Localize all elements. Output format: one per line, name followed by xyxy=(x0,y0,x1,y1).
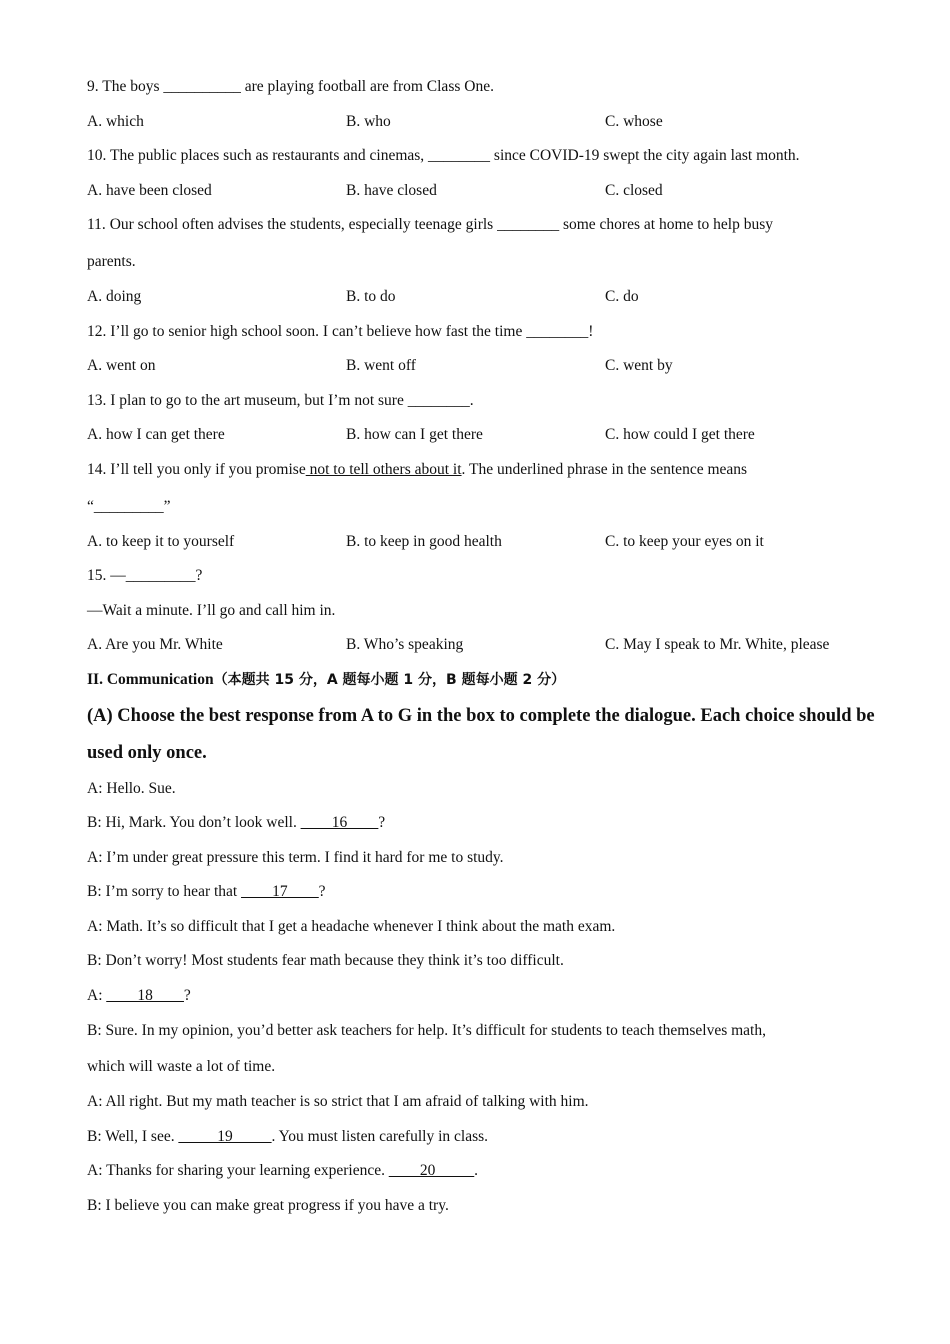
question-number: 11. xyxy=(87,216,106,234)
section-points: （本题共 15 分，A 题每小题 1 分，B 题每小题 2 分） xyxy=(213,671,566,688)
question-text: The boys __________ are playing football are from Class One. xyxy=(102,78,494,95)
options-9 xyxy=(87,105,877,140)
option-b: B. to keep in good health xyxy=(346,532,502,550)
question-text: I’ll tell you only if you promise xyxy=(110,460,306,478)
dialogue-text: A: Thanks for sharing your learning experience. xyxy=(87,1162,389,1180)
dialogue-line-6: B: Don’t worry! Most students fear math because they think it’s too difficult. xyxy=(87,952,564,970)
dialogue-line-2 xyxy=(87,806,877,841)
section-title: II. Communication xyxy=(87,670,214,688)
section-heading xyxy=(87,663,877,698)
question-14 xyxy=(87,453,877,488)
option-a: A. have been closed xyxy=(87,181,212,199)
question-12 xyxy=(87,315,877,350)
dialogue-text: B: Well, I see. xyxy=(87,1127,179,1145)
question-10 xyxy=(87,139,877,174)
dialogue-line-4 xyxy=(87,875,877,910)
dialogue-line-9: A: All right. But my math teacher is so strict that I am afraid of talking with him. xyxy=(87,1093,589,1111)
dialogue-text-after: ? xyxy=(183,987,191,1005)
options-14 xyxy=(87,525,877,560)
question-number: 12. xyxy=(87,322,107,340)
question-11-continuation: parents. xyxy=(87,252,136,270)
question-11 xyxy=(87,208,877,243)
dialogue-line-3: A: I’m under great pressure this term. I find it hard for me to study. xyxy=(87,848,504,866)
option-c: C. how could I get there xyxy=(605,426,755,444)
dialogue-line-7 xyxy=(87,979,877,1014)
options-13 xyxy=(87,418,877,453)
option-b: B. to do xyxy=(346,287,396,305)
option-c: C. do xyxy=(605,287,639,305)
option-b: B. who xyxy=(346,112,391,130)
answer-blank-20: ____20_____ xyxy=(388,1162,475,1180)
dialogue-text-after: . You must listen carefully in class. xyxy=(271,1127,489,1145)
question-number: 13. xyxy=(87,391,107,409)
option-a: A. Are you Mr. White xyxy=(87,636,223,654)
option-c: C. closed xyxy=(605,181,663,199)
dialogue-line-8: B: Sure. In my opinion, you’d better ask teachers for help. It’s difficult for students to teach themselves math, xyxy=(87,1021,766,1039)
option-b: B. Who’s speaking xyxy=(346,636,464,654)
question-number: 14. xyxy=(87,460,107,478)
option-b: B. went off xyxy=(346,357,416,375)
question-text: Our school often advises the students, especially teenage girls ________ some chores at home to help busy xyxy=(109,216,774,234)
question-text: —_________? xyxy=(110,567,203,585)
option-a: A. which xyxy=(87,112,144,130)
dialogue-line-5: A: Math. It’s so difficult that I get a headache whenever I think about the math exam. xyxy=(87,917,616,935)
options-12 xyxy=(87,349,877,384)
option-a: A. doing xyxy=(87,287,142,305)
question-number: 10. xyxy=(87,147,107,165)
question-15-continuation: —Wait a minute. I’ll go and call him in. xyxy=(87,601,336,619)
dialogue-text: A: xyxy=(87,987,107,1005)
question-13 xyxy=(87,384,877,419)
option-c: C. went by xyxy=(605,357,673,375)
question-text-after: . The underlined phrase in the sentence means xyxy=(461,460,748,478)
question-text: The public places such as restaurants and cinemas, ________ since COVID-19 swept the city again last month. xyxy=(109,147,800,165)
option-b: B. how can I get there xyxy=(346,426,483,444)
dialogue-text-after: ? xyxy=(378,814,386,832)
question-15 xyxy=(87,559,877,594)
option-a: A. to keep it to yourself xyxy=(87,532,235,550)
dialogue-line-8-continuation: which will waste a lot of time. xyxy=(87,1058,276,1076)
question-text: I’ll go to senior high school soon. I can’t believe how fast the time ________! xyxy=(110,322,594,340)
option-c: C. whose xyxy=(605,112,663,130)
question-number: 9. xyxy=(87,78,99,95)
option-c: C. May I speak to Mr. White, please xyxy=(605,636,830,654)
section-instruction: (A) Choose the best response from A to G in the box to complete the dialogue. Each choice should be used only once. xyxy=(87,705,875,763)
exam-page xyxy=(87,70,877,1224)
dialogue-text: B: Hi, Mark. You don’t look well. xyxy=(87,814,301,832)
answer-blank-17: ____17____ xyxy=(241,883,319,901)
answer-blank-18: ____18____ xyxy=(106,987,184,1005)
answer-blank-19: _____19_____ xyxy=(178,1127,272,1145)
question-text: I plan to go to the art museum, but I’m not sure ________. xyxy=(110,391,474,409)
dialogue-line-10 xyxy=(87,1120,877,1155)
option-a: A. went on xyxy=(87,357,156,375)
option-b: B. have closed xyxy=(346,181,437,199)
answer-blank-16: ____16____ xyxy=(300,814,379,832)
dialogue-line-12: B: I believe you can make great progress if you have a try. xyxy=(87,1197,449,1215)
option-c: C. to keep your eyes on it xyxy=(605,532,764,550)
dialogue-text-after: . xyxy=(474,1162,478,1180)
dialogue-text-after: ? xyxy=(318,883,326,901)
options-15 xyxy=(87,628,877,663)
options-11 xyxy=(87,280,877,315)
question-number: 15. xyxy=(87,567,107,585)
option-a: A. how I can get there xyxy=(87,426,225,444)
options-10 xyxy=(87,174,877,209)
dialogue-text: B: I’m sorry to hear that xyxy=(87,883,242,901)
dialogue-line-11 xyxy=(87,1154,877,1189)
question-9 xyxy=(87,70,877,105)
dialogue-line-1: A: Hello. Sue. xyxy=(87,779,176,797)
question-14-continuation: “_________” xyxy=(87,497,171,515)
underlined-phrase: not to tell others about it xyxy=(305,460,462,478)
